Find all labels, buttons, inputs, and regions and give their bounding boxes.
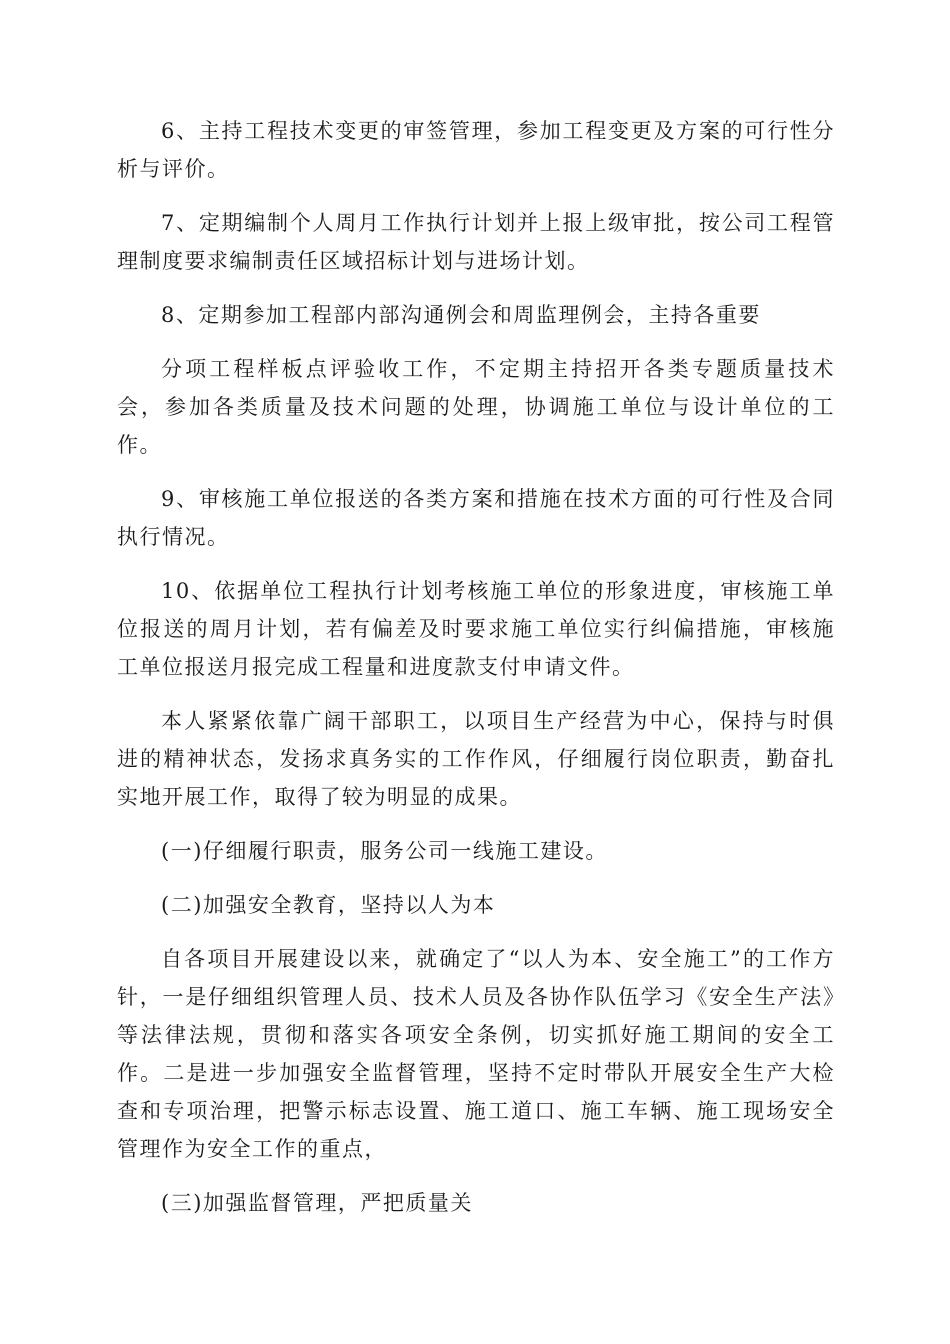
- paragraph-safety: 自各项目开展建设以来，就确定了“以人为本、安全施工”的工作方针，一是仔细组织管理人员、技术人员及各协作队伍学习《安全生产法》等法律法规，贯彻和落实各项安全条例，切实抓好施工期间的安全工作。二是进一步加强安全监督管理，坚持不定时带队开展安全生产大检查和专项治理，把警示标志设置、施工道口、施工车辆、施工现场安全管理作为安全工作的重点，: [117, 947, 835, 1161]
- section-heading-3: (三)加强监督管理，严把质量关: [161, 1191, 473, 1215]
- paragraph-item-6: 6、主持工程技术变更的审签管理，参加工程变更及方案的可行性分析与评价。: [117, 119, 835, 181]
- section-heading-1: (一)仔细履行职责，服务公司一线施工建设。: [161, 839, 608, 863]
- section-heading-2: (二)加强安全教育，坚持以人为本: [161, 893, 496, 917]
- paragraph-item-9: 9、审核施工单位报送的各类方案和措施在技术方面的可行性及合同执行情况。: [117, 487, 835, 549]
- paragraph-item-8: 8、定期参加工程部内部沟通例会和周监理例会，主持各重要: [161, 303, 761, 327]
- paragraph-summary: 本人紧紧依靠广阔干部职工，以项目生产经营为中心，保持与时俱进的精神状态，发扬求真务实的工作作风，仔细履行岗位职责，勤奋扎实地开展工作，取得了较为明显的成果。: [117, 709, 835, 809]
- paragraph-item-7: 7、定期编制个人周月工作执行计划并上报上级审批，按公司工程管理制度要求编制责任区域招标计划与进场计划。: [117, 211, 835, 273]
- paragraph-item-8-continued: 分项工程样板点评验收工作，不定期主持招开各类专题质量技术会，参加各类质量及技术问题的处理，协调施工单位与设计单位的工作。: [117, 357, 835, 457]
- document-body: [117, 112, 835, 1222]
- paragraph-item-10: 10、依据单位工程执行计划考核施工单位的形象进度，审核施工单位报送的周月计划，若有偏差及时要求施工单位实行纠偏措施，审核施工单位报送月报完成工程量和进度款支付申请文件。: [117, 579, 835, 679]
